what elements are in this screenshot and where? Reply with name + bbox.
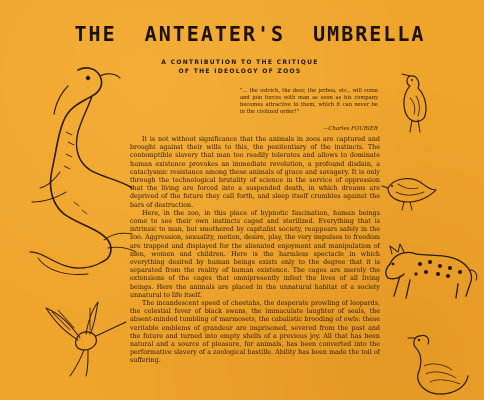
- body-text: [130, 136, 380, 400]
- subtitle-line-1: A CONTRIBUTION TO THE CRITIQUE: [161, 59, 319, 66]
- paragraph-1: It is not without significance that the animals in zoos are captured and brought against their wills to this, the penitentiary of the instincts. The contemptible slavery that man too readily tolerates and allows to dominate human existence provokes an immediate revolution, a profound disdain, a cataclysmic resistance among these animals of grace and savagery. It is only through the technological brutality of science in the service of oppression that the living are forced into a suspended death, in which dreams are deprived of the future they call forth, and sleep itself crumbles against the bars of destruction.: [130, 136, 380, 209]
- bird-drawing: [392, 70, 436, 136]
- epigraph-attribution: —Charles FOURIER: [322, 126, 378, 132]
- paragraph-2: Here, in the zoo, in this place of hypnotic fascination, human beings come to see their own instincts caged and sterilized. Everything that is intrinsic to man, but smothered by capitalist society, reappears safely in the zoo. Aggression, sexuality, motion, desire, play, the very impulses to freedom are trapped and displayed for the alienated enjoyment and manipulation of men, women and children. Here is the harmless spectacle in which everything desired by human beings exists only to the degree that it is separated from the reality of human existence. The cages are merely the extensions of the cages that omnipresently infest the lives of all living beings. Here the animals are placed in the unnatural habitat of a society unnatural to life itself.: [130, 209, 380, 299]
- waterfowl-drawing: [400, 326, 480, 400]
- hummingbird-drawing: [40, 300, 130, 380]
- paragraph-3: The incandescent speed of cheetahs, the desperate prowling of leopards, the celestial fever of black swans, the immaculate laughter of seals, the absent-minded tumbling of marmosets, the cabalistic brooding of owls: these veritable emblems of grandeur are imprisoned, severed from the past and the future and turned into empty shells of a previous joy. All that has been natural and a source of pleasure, for animals, has been converted into the performative slavery of a zoological bastille. Ability has been made the toil of suffering.: [130, 300, 380, 365]
- document-title: THE ANTEATER'S UMBRELLA: [74, 22, 426, 46]
- sparrow-drawing: [380, 168, 440, 214]
- anteater-drawing: [8, 62, 148, 312]
- epigraph-quote: "... the ostrich, the deer, the jerboa, etc., will come and join forces with man as soon as his company becomes attractive to them, which it can never be in the civilized order!": [240, 88, 378, 116]
- subtitle-line-2: OF THE IDEOLOGY OF ZOOS: [178, 68, 302, 75]
- hyena-drawing: [380, 240, 480, 302]
